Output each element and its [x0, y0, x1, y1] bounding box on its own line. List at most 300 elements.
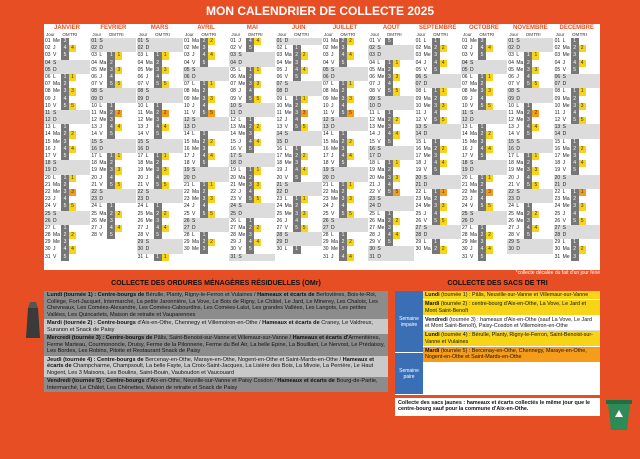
day-row: 29 Ma 2 2 — [183, 239, 229, 246]
day-row: 16 S — [368, 146, 414, 153]
day-row: 14 D — [554, 131, 600, 138]
day-row: 24 V 5 5 — [44, 203, 90, 210]
day-row: 28 V 5 — [137, 232, 183, 239]
day-row: 18 J 4 4 — [554, 160, 600, 167]
day-row: 29 Me 3 — [461, 239, 507, 246]
month-name: JANVIER — [53, 25, 80, 31]
month-header: Jour OM TRI — [555, 32, 587, 37]
day-row: 09 Ma 2 — [415, 96, 461, 103]
day-row: 12 D — [44, 117, 90, 124]
day-row: 16 Ma 2 2 — [415, 146, 461, 153]
day-row: 02 D — [137, 45, 183, 52]
day-row: 26 D — [44, 218, 90, 225]
day-row: 20 V 5 — [276, 175, 322, 182]
day-row: 26 Me 3 — [507, 218, 553, 225]
day-row: 03 D — [368, 52, 414, 59]
month-header: Jour OM TRI — [92, 32, 124, 37]
day-row: 15 L 1 — [554, 139, 600, 146]
day-row: 10 J 4 — [183, 103, 229, 110]
month-column — [368, 24, 414, 270]
day-row: 18 Me 3 — [276, 160, 322, 167]
day-row: 10 Ma 2 — [276, 103, 322, 110]
day-row: 14 L 1 — [183, 131, 229, 138]
day-row: 20 J 4 — [507, 175, 553, 182]
month-column — [507, 24, 553, 270]
day-row: 03 Ma 2 2 — [276, 52, 322, 59]
day-row: 29 L 1 — [415, 239, 461, 246]
day-row: 04 V 5 — [322, 60, 368, 67]
day-row: 12 Ma 2 2 — [368, 117, 414, 124]
day-row: 01 S — [90, 38, 136, 45]
day-row: 30 Me 3 — [183, 246, 229, 253]
day-row: 29 V 5 — [368, 239, 414, 246]
day-row: 01 S — [137, 38, 183, 45]
day-row: 10 L 1 — [137, 103, 183, 110]
day-row: 11 V 5 5 — [183, 110, 229, 117]
month-column — [554, 24, 600, 270]
day-row: 25 Ma 2 2 — [90, 211, 136, 218]
month-name: OCTOBRE — [469, 25, 499, 31]
day-row: 08 Ma 2 — [183, 88, 229, 95]
day-row: 19 J 4 4 — [276, 167, 322, 174]
day-row: 24 L 1 — [507, 203, 553, 210]
day-row: 17 Me 3 — [415, 153, 461, 160]
day-row: 19 S — [322, 167, 368, 174]
day-row: 28 D — [554, 232, 600, 239]
day-row: 24 D — [368, 203, 414, 210]
om-row-mardi: Mardi (tournée 2) : Centre-bourgs d'Aix-en-Othe, Chennegy et Villemoiron-en-Othe / Hameaux et écarts de Craney, Le Valdreux, Suranon et Snack de Paisy — [44, 319, 388, 334]
day-row: 24 L 1 — [137, 203, 183, 210]
day-row: 30 L 1 — [276, 246, 322, 253]
day-row: 30 V 5 — [229, 246, 275, 253]
week-labels — [395, 291, 423, 395]
day-row: 14 Ma 2 2 — [44, 131, 90, 138]
day-row: 10 V 5 5 — [44, 103, 90, 110]
day-row: 26 J 4 — [276, 218, 322, 225]
day-row: 21 Ma 2 — [44, 182, 90, 189]
day-row: 18 S — [461, 160, 507, 167]
day-row: 31 V 5 — [44, 254, 90, 261]
day-row: 14 S — [276, 131, 322, 138]
sac-schedule-box — [395, 291, 600, 395]
day-row: 26 Ma 2 2 — [368, 218, 414, 225]
day-row: 20 Ma 2 — [229, 175, 275, 182]
day-row: 15 L 1 — [415, 139, 461, 146]
day-row: 01 Me 3 — [44, 38, 90, 45]
day-row: 11 L 1 — [368, 110, 414, 117]
day-row: 25 V 5 5 — [322, 211, 368, 218]
month-name: MAI — [246, 25, 258, 31]
month-name: AOUT — [382, 25, 400, 31]
day-row: 19 D — [461, 167, 507, 174]
day-row: 18 Ma 2 — [507, 160, 553, 167]
day-row: 19 S — [183, 167, 229, 174]
month-header: Jour OM TRI — [416, 32, 448, 37]
day-row: 25 D — [229, 211, 275, 218]
day-row: 06 D — [322, 74, 368, 81]
day-row: 11 Me 3 3 — [276, 110, 322, 117]
day-row: 01 D — [276, 38, 322, 45]
day-row: 09 Me 3 3 — [322, 96, 368, 103]
day-row: 11 Ma 2 2 — [137, 110, 183, 117]
day-row: 26 S — [183, 218, 229, 225]
om-row-vendredi: Vendredi (tournée 5) : Centre-bourgs d'Aix-en-Othe, Neuville-sur-Vanne et Paisy Cosdon / Hameaux et écarts de Bourg-de-Partie, Intermarché, Le Châlet, Les Chênettes, Maison de retraite et Snack de Paisy — [44, 377, 388, 392]
day-row: 03 L 1 1 — [507, 52, 553, 59]
day-row: 06 V 5 — [276, 74, 322, 81]
day-row: 28 L 1 — [183, 232, 229, 239]
day-row: 06 Me 3 3 — [368, 74, 414, 81]
day-row: 08 J 4 — [229, 88, 275, 95]
day-row: 17 L 1 1 — [137, 153, 183, 160]
month-name: AVRIL — [197, 25, 215, 31]
month-name: DECEMBRE — [559, 25, 594, 31]
day-row: 23 J 4 — [461, 196, 507, 203]
day-row: 08 L 1 1 — [415, 88, 461, 95]
day-row: 06 S — [554, 74, 600, 81]
day-row: 28 Ma 2 2 — [44, 232, 90, 239]
day-row: 11 Ma 2 2 — [507, 110, 553, 117]
day-row: 23 L 1 1 — [276, 196, 322, 203]
day-row: 14 D — [415, 131, 461, 138]
day-row: 03 V 5 — [44, 52, 90, 59]
month-name: NOVEMBRE — [512, 25, 548, 31]
day-row: 07 Me 3 3 — [229, 81, 275, 88]
sac-item-5: Mardi (tournée 5) : Bercenay-en-Othe, Chennegy, Maraye-en-Othe, Nogent-en-Othe et Saint-Mards-en-Othe — [423, 347, 600, 363]
month-header: Jour OM TRI — [463, 32, 495, 37]
day-row: 28 J 4 4 — [368, 232, 414, 239]
day-row: 24 Me 3 3 — [415, 203, 461, 210]
day-row: 30 Ma 2 2 — [415, 246, 461, 253]
day-row: 20 L 1 1 — [461, 175, 507, 182]
day-row: 19 V 5 — [415, 167, 461, 174]
day-row: 08 Ma 2 — [322, 88, 368, 95]
month-name: JUIN — [291, 25, 306, 31]
day-row: 21 J 4 — [368, 182, 414, 189]
day-row: 16 Me 3 — [183, 146, 229, 153]
day-row: 13 J 4 4 — [507, 124, 553, 131]
day-row: 03 V 5 — [461, 52, 507, 59]
day-row: 23 J 4 — [44, 196, 90, 203]
day-row: 08 Me 3 3 — [461, 88, 507, 95]
month-column — [183, 24, 229, 270]
day-row: 09 J 4 — [44, 96, 90, 103]
month-column — [322, 24, 368, 270]
day-row: 14 V 5 — [137, 131, 183, 138]
day-row: 03 J 4 4 — [183, 52, 229, 59]
day-row: 27 S — [554, 225, 600, 232]
day-row: 25 Ma 2 2 — [137, 211, 183, 218]
month-header: Jour OM TRI — [324, 32, 356, 37]
day-row: 11 Ma 2 2 — [90, 110, 136, 117]
day-row: 12 Me 3 — [90, 117, 136, 124]
day-row: 23 Me 3 3 — [322, 196, 368, 203]
day-row: 20 S — [415, 175, 461, 182]
day-row: 22 S — [137, 189, 183, 196]
day-row: 09 S — [368, 96, 414, 103]
day-row: 15 S — [507, 139, 553, 146]
day-row: 24 Me 3 3 — [554, 203, 600, 210]
day-row: 23 D — [507, 196, 553, 203]
day-row: 20 S — [554, 175, 600, 182]
day-row: 24 V 5 5 — [461, 203, 507, 210]
day-row: 17 L 1 1 — [90, 153, 136, 160]
month-column — [44, 24, 90, 270]
day-row: 27 Ma 2 2 — [229, 225, 275, 232]
day-row: 07 S — [276, 81, 322, 88]
day-row: 05 Me 3 3 — [90, 67, 136, 74]
day-row: 07 L 1 1 — [322, 81, 368, 88]
day-row: 04 L 1 1 — [368, 60, 414, 67]
day-row: 12 J 4 — [276, 117, 322, 124]
day-row: 03 Me 3 — [415, 52, 461, 59]
month-name: SEPTEMBRE — [418, 25, 457, 31]
day-row: 06 Ma 2 — [229, 74, 275, 81]
day-row: 02 Me 3 — [322, 45, 368, 52]
day-row: 13 S — [415, 124, 461, 131]
day-row: 22 L 1 1 — [415, 189, 461, 196]
day-row: 16 D — [137, 146, 183, 153]
day-row: 07 L 1 1 — [183, 81, 229, 88]
day-row: 01 S — [507, 38, 553, 45]
day-row: 05 L 1 1 — [229, 67, 275, 74]
day-row: 09 D — [137, 96, 183, 103]
day-row: 07 D — [415, 81, 461, 88]
day-row: 03 J 4 4 — [322, 52, 368, 59]
day-row: 10 L 1 — [507, 103, 553, 110]
month-header: Jour OM TRI — [138, 32, 170, 37]
day-row: 24 L 1 — [90, 203, 136, 210]
day-row: 01 Ma 2 2 — [322, 38, 368, 45]
day-row: 04 Me 3 — [276, 60, 322, 67]
day-row: 27 J 4 4 — [137, 225, 183, 232]
day-row: 23 V 5 5 — [229, 196, 275, 203]
day-row: 26 Me 3 — [90, 218, 136, 225]
day-row: 16 D — [507, 146, 553, 153]
day-row: 31 V 5 — [461, 254, 507, 261]
day-row: 02 S — [368, 45, 414, 52]
day-row: 28 L 1 — [322, 232, 368, 239]
month-name: JUILLET — [332, 25, 358, 31]
day-row: 27 Me 3 — [368, 225, 414, 232]
day-row: 07 Ma 2 — [44, 81, 90, 88]
week-even-label: Semaine paire — [395, 353, 423, 394]
day-row: 25 Me 3 3 — [276, 211, 322, 218]
day-row: 26 V 5 5 — [554, 218, 600, 225]
day-row: 13 L 1 — [44, 124, 90, 131]
day-row: 17 J 4 4 — [322, 153, 368, 160]
day-row: 16 Ma 2 2 — [554, 146, 600, 153]
sac-item-3: Vendredi (tournée 3) : hameaux d'Aix-en-Othe (sauf La Vove, Le Jard et Mont Saint-Benoît), Paisy-Cosdon et Villemoiron-en-Othe — [423, 316, 600, 332]
day-row: 18 L 1 1 — [368, 160, 414, 167]
day-row: 19 V 5 — [554, 167, 600, 174]
day-row: 23 Me 3 3 — [183, 196, 229, 203]
day-row: 15 V 5 — [368, 139, 414, 146]
day-row: 11 S — [44, 110, 90, 117]
day-row: 15 S — [90, 139, 136, 146]
om-section-title: COLLECTE DES ORDURES MÉNAGÈRES RÉSIDUELLES (OMr) — [111, 280, 321, 287]
day-row: 28 Me 3 — [229, 232, 275, 239]
day-row: 24 J 4 — [183, 203, 229, 210]
day-row: 07 V 5 5 — [90, 81, 136, 88]
day-row: 17 J 4 4 — [183, 153, 229, 160]
day-row: 21 Me 3 3 — [229, 182, 275, 189]
week-odd-label: Semaine impaire — [395, 291, 423, 352]
day-row: 10 D — [368, 103, 414, 110]
day-row: 04 Ma 2 — [90, 60, 136, 67]
day-row: 21 Ma 2 — [461, 182, 507, 189]
day-row: 12 Me 3 — [137, 117, 183, 124]
day-row: 23 Ma 2 — [554, 196, 600, 203]
day-row: 04 S — [44, 60, 90, 67]
day-row: 17 D — [368, 153, 414, 160]
day-row: 07 D — [554, 81, 600, 88]
day-row: 16 J 4 4 — [461, 146, 507, 153]
day-row: 22 S — [90, 189, 136, 196]
day-row: 29 D — [276, 239, 322, 246]
day-row: 04 V 5 — [183, 60, 229, 67]
day-row: 14 V 5 — [90, 131, 136, 138]
day-row: 22 Me 3 3 — [44, 189, 90, 196]
day-row: 16 L 1 — [276, 146, 322, 153]
day-row: 02 L 1 — [276, 45, 322, 52]
day-row: 21 L 1 1 — [322, 182, 368, 189]
day-row: 10 L 1 — [90, 103, 136, 110]
day-row: 22 Ma 2 — [183, 189, 229, 196]
day-row: 15 S — [137, 139, 183, 146]
day-row: 13 Ma 2 2 — [229, 124, 275, 131]
day-row: 16 D — [90, 146, 136, 153]
day-row: 01 J 4 4 — [229, 38, 275, 45]
day-row: 04 J 4 4 — [415, 60, 461, 67]
day-row: 07 J 4 — [368, 81, 414, 88]
day-row: 08 S — [90, 88, 136, 95]
day-row: 06 D — [183, 74, 229, 81]
day-row: 07 V 5 5 — [507, 81, 553, 88]
month-name: FEVRIER — [100, 25, 127, 31]
day-row: 11 V 5 5 — [322, 110, 368, 117]
day-row: 12 L 1 — [229, 117, 275, 124]
day-row: 02 D — [507, 45, 553, 52]
om-row-mercredi: Mercredi (tournée 3) : Centre-bourgs de Pâlis, Saint-Benoist-sur-Vanne et Villemaur-sur-Vanne / Hameaux et écarts d'Armentières, Ferme Marteau, Courmononcle, Druisy, Ferme de la Pilonnerie, Ferme du Bel Air, La belle Epine, La Bouillant, Le Nervost, Le Prédaissy, Les Bordes, Les Robins, Pitoite et Restaurant Snack de Paisy — [44, 334, 388, 356]
day-row: 21 V 5 5 — [90, 182, 136, 189]
day-row: 01 Ma 2 2 — [183, 38, 229, 45]
day-row: 16 Me 3 — [322, 146, 368, 153]
day-row: 20 L 1 1 — [44, 175, 90, 182]
month-header: Jour OM TRI — [277, 32, 309, 37]
day-row: 21 D — [415, 182, 461, 189]
day-row: 02 V 5 — [229, 45, 275, 52]
day-row: 22 L 1 1 — [554, 189, 600, 196]
day-row: 13 L 1 — [461, 124, 507, 131]
day-row: 13 V 5 5 — [276, 124, 322, 131]
day-row: 17 V 5 — [44, 153, 90, 160]
day-row: 15 Me 3 — [461, 139, 507, 146]
day-row: 25 V 5 5 — [183, 211, 229, 218]
day-row: 06 J 4 — [90, 74, 136, 81]
sac-item-4: Lundi (tournée 4) : Bérulle, Planty, Rigny-le-Ferron, Saint-Benoist-sur-Vanne et Vulaines — [423, 331, 600, 347]
day-row: 25 Ma 2 2 — [507, 211, 553, 218]
day-row: 06 L 1 1 — [461, 74, 507, 81]
day-row: 13 Me 3 — [368, 124, 414, 131]
day-row: 08 V 5 5 — [368, 88, 414, 95]
day-row: 02 J 4 4 — [461, 45, 507, 52]
day-row: 06 S — [415, 74, 461, 81]
day-row: 02 J 4 4 — [44, 45, 90, 52]
day-row: 31 L 1 1 — [137, 254, 183, 261]
day-row: 19 Ma 2 — [368, 167, 414, 174]
month-column — [137, 24, 183, 270]
day-row: 05 D — [44, 67, 90, 74]
day-row: 10 Me 3 3 — [554, 103, 600, 110]
day-row: 13 D — [183, 124, 229, 131]
month-header: Jour OM TRI — [46, 32, 78, 37]
day-row: 10 V 5 5 — [461, 103, 507, 110]
day-row: 18 V 5 — [322, 160, 368, 167]
day-row: 05 V 5 — [415, 67, 461, 74]
day-row: 02 Me 3 — [183, 45, 229, 52]
day-row: 04 J 4 4 — [554, 60, 600, 67]
day-row: 03 L 1 1 — [137, 52, 183, 59]
day-row: 25 S — [44, 211, 90, 218]
day-row: 11 J 4 — [415, 110, 461, 117]
month-column — [461, 24, 507, 270]
day-row: 18 V 5 — [183, 160, 229, 167]
day-row: 01 Me 3 — [461, 38, 507, 45]
day-row: 30 J 4 4 — [44, 246, 90, 253]
month-column — [415, 24, 461, 270]
day-row: 05 Me 3 3 — [137, 67, 183, 74]
day-row: 20 Me 3 3 — [368, 175, 414, 182]
day-row: 08 Me 3 3 — [44, 88, 90, 95]
day-row: 19 Me 3 3 — [507, 167, 553, 174]
holiday-note: *collecte décalée du fait d'un jour férié — [515, 270, 600, 276]
day-row: 13 J 4 4 — [90, 124, 136, 131]
day-row: 02 Ma 2 2 — [415, 45, 461, 52]
day-row: 31 Me 3 — [554, 254, 600, 261]
day-row: 12 S — [183, 117, 229, 124]
day-row: 02 D — [90, 45, 136, 52]
day-row: 30 Me 3 — [322, 246, 368, 253]
day-row: 28 D — [415, 232, 461, 239]
day-row: 30 J 4 4 — [461, 246, 507, 253]
sac-item-1: Lundi (tournée 1) : Pâlis, Neuville-sur-Vanne et Villemaur-sur-Vanne — [423, 291, 600, 300]
day-row: 20 D — [322, 175, 368, 182]
day-row: 20 D — [183, 175, 229, 182]
day-row: 11 J 4 — [554, 110, 600, 117]
day-row: 15 Me 3 — [44, 139, 90, 146]
day-row: 18 S — [44, 160, 90, 167]
day-row: 28 Ma 2 2 — [461, 232, 507, 239]
day-row: 29 Me 3 — [44, 239, 90, 246]
day-row: 25 J 4 — [415, 211, 461, 218]
day-row: 19 Me 3 3 — [90, 167, 136, 174]
calendar-grid — [44, 24, 600, 270]
month-column — [90, 24, 136, 270]
day-row: 05 V 5 — [554, 67, 600, 74]
day-row: 07 V 5 5 — [137, 81, 183, 88]
month-header: Jour OM TRI — [370, 32, 402, 37]
day-row: 17 S — [229, 153, 275, 160]
day-row: 09 L 1 1 — [276, 96, 322, 103]
day-row: 14 Ma 2 2 — [461, 131, 507, 138]
day-row: 11 D — [229, 110, 275, 117]
day-row: 23 Ma 2 — [415, 196, 461, 203]
day-row: 30 D — [137, 246, 183, 253]
day-row: 25 J 4 — [554, 211, 600, 218]
day-row: 26 V 5 5 — [415, 218, 461, 225]
day-row: 13 J 4 4 — [137, 124, 183, 131]
day-row: 22 S — [507, 189, 553, 196]
